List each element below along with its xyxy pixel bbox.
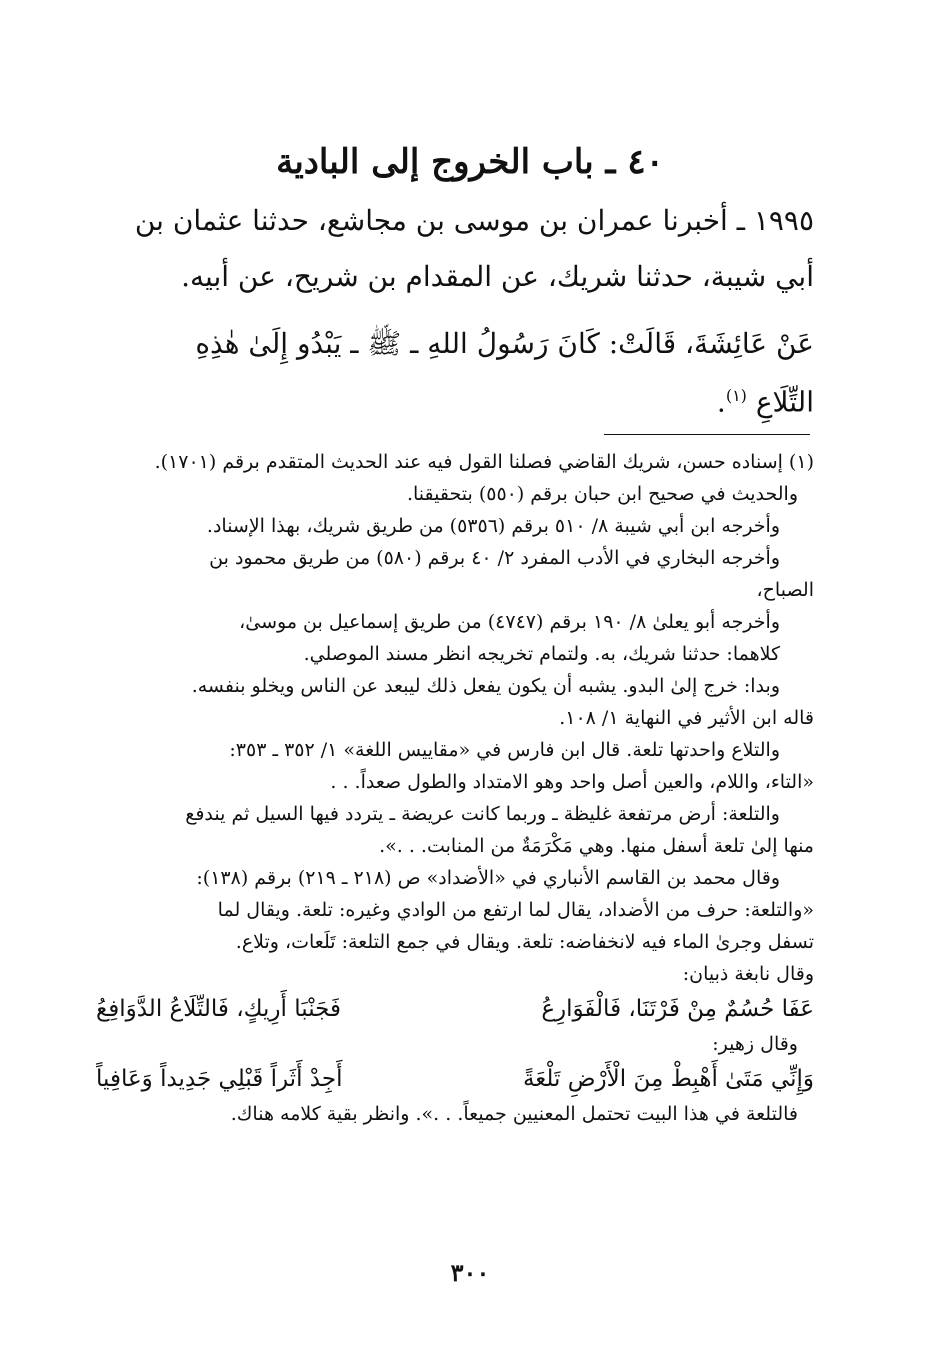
- footnote-line: والتلاع واحدتها تلعة. قال ابن فارس في «مقاييس اللغة» ١/ ٣٥٢ ـ ٣٥٣:: [229, 739, 780, 761]
- isnad-line-1: ١٩٩٥ ـ أخبرنا عمران بن موسى بن مجاشع، حدثنا عثمان بن: [134, 204, 814, 237]
- footnote-line: «التاء، واللام، والعين أصل واحد وهو الامتداد والطول صعداً. . .: [330, 771, 814, 793]
- page-number: ٣٠٠: [450, 1258, 490, 1287]
- verse-second-hemistich: أَجِدْ أَثَراً قَبْلِي جَدِيداً وَعَافِياً: [96, 1066, 343, 1092]
- footnotes-block: [96, 446, 814, 1130]
- footnote-line: والحديث في صحيح ابن حبان برقم (٥٥٠) بتحقيقنا.: [406, 483, 798, 505]
- footnote-last-line: فالتلعة في هذا البيت تحتمل المعنيين جميعاً. . .». وانظر بقية كلامه هناك.: [230, 1103, 798, 1125]
- footnote-line: وقال نابغة ذبيان:: [682, 963, 814, 985]
- hadith-line-2: [92, 370, 814, 428]
- footnote-line: (١) إسناده حسن، شريك القاضي فصلنا القول فيه عند الحديث المتقدم برقم (١٧٠١).: [154, 451, 814, 473]
- footnote-line: وقال محمد بن القاسم الأنباري في «الأضداد» ص (٢١٨ ـ ٢١٩) برقم (١٣٨):: [196, 867, 780, 889]
- verse-nabigha: [96, 990, 814, 1028]
- hadith-end: .: [716, 385, 726, 419]
- footnote-line: «والتلعة: حرف من الأضداد، يقال لما ارتفع من الوادي وغيره: تلعة. ويقال لما: [217, 899, 814, 921]
- footnote-line: وأخرجه البخاري في الأدب المفرد ٢/ ٤٠ برقم (٥٨٠) من طريق محمود بن: [209, 547, 780, 569]
- footnote-line: منها إلىٰ تلعة أسفل منها. وهي مَكْرَمَةٌ من المنابت. . .».: [379, 835, 814, 857]
- footnote-lines: [96, 446, 814, 990]
- hadith-line-1: عَنْ عَائِشَةَ، قَالَتْ: كَانَ رَسُولُ اللهِ ـ ﷺ ـ يَبْدُو إِلَىٰ هٰذِهِ: [195, 327, 814, 360]
- footnote-line: وأخرجه ابن أبي شيبة ٨/ ٥١٠ برقم (٥٣٥٦) من طريق شريك، بهذا الإسناد.: [206, 515, 780, 537]
- hadith-line-2-text: التِّلَاعِ: [755, 385, 814, 419]
- footnote-line: وأخرجه أبو يعلىٰ ٨/ ١٩٠ برقم (٤٧٤٧) من طريق إسماعيل بن موسىٰ،: [239, 611, 780, 633]
- footnote-line: قاله ابن الأثير في النهاية ١/ ١٠٨.: [559, 707, 814, 729]
- footnote-line: وبدا: خرج إلىٰ البدو. يشبه أن يكون يفعل ذلك ليبعد عن الناس ويخلو بنفسه.: [191, 675, 780, 697]
- footnote-line: كلاهما: حدثنا شريك، به. ولتمام تخريجه انظر مسند الموصلي.: [303, 643, 780, 665]
- verse-first-hemistich: وَإِنِّي مَتَىٰ أَهْبِطْ مِنَ الْأَرْضِ تَلْعَةً: [522, 1066, 814, 1092]
- chapter-title: ٤٠ ـ باب الخروج إلى البادية: [276, 142, 664, 182]
- isnad-line-2: أبي شيبة، حدثنا شريك، عن المقدام بن شريح، عن أبيه.: [181, 260, 814, 293]
- verse-second-hemistich: فَجَنْبَا أَرِيكٍ، فَالتِّلَاعُ الدَّوَافِعُ: [96, 996, 341, 1022]
- footnote-line: والتلعة: أرض مرتفعة غليظة ـ وربما كانت عريضة ـ يتردد فيها السيل ثم يندفع: [185, 803, 780, 825]
- footnote-separator: [604, 434, 810, 435]
- footnote-line: الصباح،: [756, 579, 814, 601]
- footnote-line: تسفل وجرىٰ الماء فيه لانخفاضه: تلعة. ويقال في جمع التلعة: تَلَعات، وتلاع.: [235, 931, 814, 953]
- verse-first-hemistich: عَفَا حُسُمٌ مِنْ فَرْتَنَا، فَالْفَوَارِعُ: [541, 996, 814, 1022]
- verse-zuhair: [96, 1060, 814, 1098]
- footnote-ref: (١): [725, 386, 747, 405]
- footnote-line-zuhair: وقال زهير:: [712, 1033, 798, 1055]
- hadith-text: [92, 318, 814, 428]
